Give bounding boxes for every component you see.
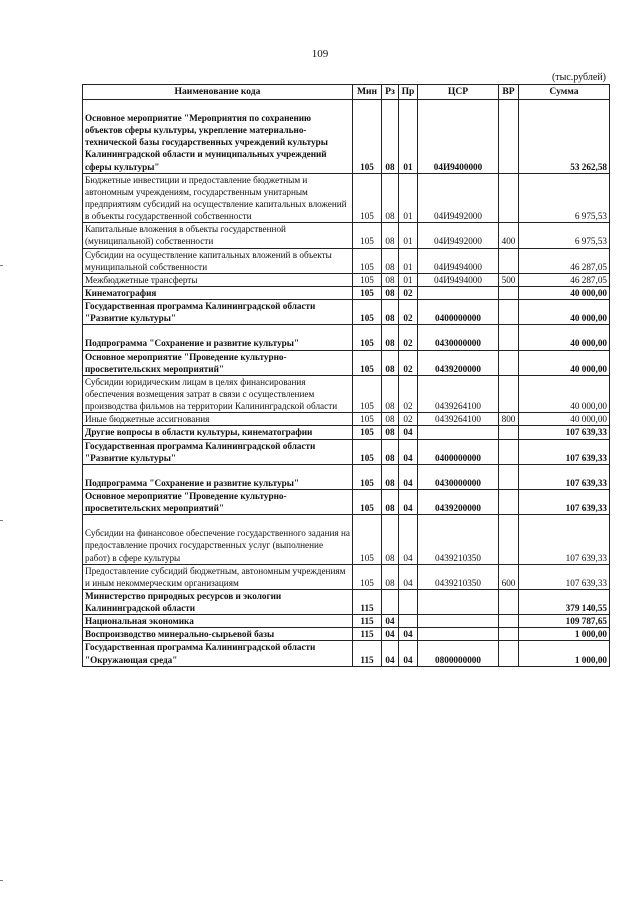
- cell-name: Основное мероприятие "Проведение культурно-просветительских мероприятий": [83, 350, 353, 375]
- cell-pr: 01: [399, 248, 418, 273]
- cell-min: 105: [353, 100, 382, 174]
- cell-sum: 107 639,33: [519, 439, 610, 464]
- cell-sum: 46 287,05: [519, 273, 610, 286]
- units-label: (тыс.рублей): [551, 72, 606, 83]
- cell-min: 105: [353, 439, 382, 464]
- cell-min: 115: [353, 589, 382, 614]
- cell-rz: 08: [382, 248, 399, 273]
- cell-csr: 04И9494000: [418, 248, 499, 273]
- cell-min: 105: [353, 413, 382, 426]
- cell-vr: [499, 641, 519, 666]
- cell-name: Подпрограмма "Сохранение и развитие культуры": [83, 464, 353, 489]
- cell-sum: 40 000,00: [519, 375, 610, 412]
- cell-rz: 08: [382, 515, 399, 564]
- table-header-row: [83, 85, 610, 100]
- cell-min: 105: [353, 350, 382, 375]
- cell-rz: 04: [382, 615, 399, 628]
- cell-name: Кинематография: [83, 286, 353, 299]
- cell-vr: 400: [499, 223, 519, 248]
- cell-rz: 08: [382, 464, 399, 489]
- cell-min: 105: [353, 375, 382, 412]
- cell-pr: 02: [399, 350, 418, 375]
- table-row: [83, 439, 610, 464]
- table-row: [83, 413, 610, 426]
- table-row: [83, 286, 610, 299]
- header-vr: ВР: [499, 85, 519, 100]
- cell-pr: 02: [399, 375, 418, 412]
- cell-vr: [499, 350, 519, 375]
- cell-vr: [499, 325, 519, 350]
- cell-pr: 04: [399, 439, 418, 464]
- cell-vr: [499, 100, 519, 174]
- cell-rz: 08: [382, 286, 399, 299]
- cell-pr: 04: [399, 426, 418, 439]
- budget-table: [82, 84, 610, 667]
- cell-csr: 0439264100: [418, 413, 499, 426]
- table-row: [83, 426, 610, 439]
- table-row: [83, 375, 610, 412]
- cell-name: Капитальные вложения в объекты государственной (муниципальной) собственности: [83, 223, 353, 248]
- cell-sum: 40 000,00: [519, 300, 610, 325]
- header-csr: ЦСР: [418, 85, 499, 100]
- table-row: [83, 248, 610, 273]
- cell-rz: 08: [382, 413, 399, 426]
- cell-sum: 40 000,00: [519, 325, 610, 350]
- cell-csr: 0400000000: [418, 300, 499, 325]
- cell-name: Основное мероприятие "Мероприятия по сохранению объектов сферы культуры, укрепление материально-технической базы государственных учреждений культуры Калининградской области и муниципальных учреждений сферы культуры": [83, 100, 353, 174]
- cell-csr: [418, 286, 499, 299]
- cell-min: 105: [353, 300, 382, 325]
- cell-csr: 0439200000: [418, 489, 499, 514]
- cell-csr: [418, 615, 499, 628]
- cell-csr: 0430000000: [418, 325, 499, 350]
- cell-name: Субсидии юридическим лицам в целях финансирования обеспечения возмещения затрат в связи с осуществлением производства фильмов на территории Калининградской области: [83, 375, 353, 412]
- cell-rz: 08: [382, 375, 399, 412]
- cell-vr: [499, 489, 519, 514]
- cell-csr: 0439210350: [418, 515, 499, 564]
- cell-name: Министерство природных ресурсов и экологии Калининградской области: [83, 589, 353, 614]
- cell-vr: [499, 439, 519, 464]
- cell-rz: 08: [382, 426, 399, 439]
- cell-min: 115: [353, 641, 382, 666]
- cell-pr: 02: [399, 286, 418, 299]
- cell-min: 115: [353, 628, 382, 641]
- cell-csr: 0439210350: [418, 564, 499, 589]
- cell-name: Иные бюджетные ассигнования: [83, 413, 353, 426]
- cell-sum: 46 287,05: [519, 248, 610, 273]
- cell-pr: 04: [399, 641, 418, 666]
- cell-vr: [499, 615, 519, 628]
- cell-sum: 6 975,53: [519, 223, 610, 248]
- table-row: [83, 350, 610, 375]
- cell-vr: 600: [499, 564, 519, 589]
- cell-csr: 0439264100: [418, 375, 499, 412]
- cell-name: Межбюджетные трансферты: [83, 273, 353, 286]
- cell-rz: 08: [382, 300, 399, 325]
- cell-rz: 08: [382, 173, 399, 223]
- header-pr: Пр: [399, 85, 418, 100]
- header-min: Мин: [353, 85, 382, 100]
- cell-rz: 08: [382, 223, 399, 248]
- cell-vr: [499, 464, 519, 489]
- cell-csr: 0400000000: [418, 439, 499, 464]
- cell-sum: 40 000,00: [519, 286, 610, 299]
- cell-pr: 04: [399, 464, 418, 489]
- cell-vr: [499, 426, 519, 439]
- cell-csr: 0430000000: [418, 464, 499, 489]
- cell-vr: [499, 628, 519, 641]
- cell-name: Субсидии на финансовое обеспечение государственного задания на предоставление прочих государственных услуг (выполнение работ) в сфере культуры: [83, 515, 353, 564]
- cell-pr: [399, 589, 418, 614]
- cell-sum: 53 262,58: [519, 100, 610, 174]
- table-row: [83, 564, 610, 589]
- cell-csr: 0439200000: [418, 350, 499, 375]
- cell-csr: [418, 426, 499, 439]
- cell-sum: 109 787,65: [519, 615, 610, 628]
- cell-pr: 01: [399, 223, 418, 248]
- cell-sum: 107 639,33: [519, 489, 610, 514]
- cell-rz: 04: [382, 628, 399, 641]
- cell-vr: [499, 300, 519, 325]
- cell-rz: 08: [382, 325, 399, 350]
- cell-min: 105: [353, 248, 382, 273]
- cell-name: Национальная экономика: [83, 615, 353, 628]
- cell-sum: 40 000,00: [519, 413, 610, 426]
- header-rz: Рз: [382, 85, 399, 100]
- cell-name: Государственная программа Калининградской области "Окружающая среда": [83, 641, 353, 666]
- cell-sum: 107 639,33: [519, 464, 610, 489]
- scan-edge-mark: [0, 520, 3, 521]
- cell-vr: [499, 589, 519, 614]
- cell-vr: [499, 286, 519, 299]
- cell-name: Основное мероприятие "Проведение культурно-просветительских мероприятий": [83, 489, 353, 514]
- cell-min: 105: [353, 325, 382, 350]
- cell-vr: [499, 515, 519, 564]
- cell-pr: 01: [399, 100, 418, 174]
- cell-pr: 01: [399, 173, 418, 223]
- table-row: [83, 100, 610, 174]
- cell-pr: 02: [399, 325, 418, 350]
- cell-min: 105: [353, 564, 382, 589]
- cell-min: 115: [353, 615, 382, 628]
- cell-name: Субсидии на осуществление капитальных вложений в объекты муниципальной собственности: [83, 248, 353, 273]
- cell-name: Государственная программа Калининградской области "Развитие культуры": [83, 300, 353, 325]
- cell-rz: 08: [382, 439, 399, 464]
- cell-pr: 04: [399, 489, 418, 514]
- cell-csr: [418, 628, 499, 641]
- header-name: Наименование кода: [83, 85, 353, 100]
- cell-name: Другие вопросы в области культуры, кинематографии: [83, 426, 353, 439]
- cell-csr: 04И9492000: [418, 173, 499, 223]
- cell-name: Бюджетные инвестиции и предоставление бюджетным и автономным учреждениям, государственным унитарным предприятиям субсидий на осуществление капитальных вложений в объекты государственной собственности: [83, 173, 353, 223]
- cell-pr: 01: [399, 273, 418, 286]
- cell-sum: 6 975,53: [519, 173, 610, 223]
- cell-pr: 02: [399, 300, 418, 325]
- cell-min: 105: [353, 464, 382, 489]
- cell-rz: 08: [382, 273, 399, 286]
- header-sum: Сумма: [519, 85, 610, 100]
- table-row: [83, 223, 610, 248]
- table-row: [83, 641, 610, 666]
- cell-pr: 04: [399, 628, 418, 641]
- cell-csr: 04И9494000: [418, 273, 499, 286]
- cell-name: Подпрограмма "Сохранение и развитие культуры": [83, 325, 353, 350]
- cell-rz: [382, 589, 399, 614]
- cell-min: 105: [353, 286, 382, 299]
- cell-name: Воспроизводство минерально-сырьевой базы: [83, 628, 353, 641]
- cell-csr: [418, 589, 499, 614]
- cell-pr: 04: [399, 515, 418, 564]
- table-row: [83, 464, 610, 489]
- cell-vr: [499, 173, 519, 223]
- table-row: [83, 515, 610, 564]
- cell-rz: 08: [382, 564, 399, 589]
- cell-name: Государственная программа Калининградской области "Развитие культуры": [83, 439, 353, 464]
- cell-sum: 107 639,33: [519, 426, 610, 439]
- table-row: [83, 628, 610, 641]
- cell-name: Предоставление субсидий бюджетным, автономным учреждениям и иным некоммерческим организациям: [83, 564, 353, 589]
- cell-rz: 08: [382, 350, 399, 375]
- table-row: [83, 589, 610, 614]
- cell-min: 105: [353, 223, 382, 248]
- cell-sum: 40 000,00: [519, 350, 610, 375]
- cell-vr: 800: [499, 413, 519, 426]
- cell-pr: 04: [399, 564, 418, 589]
- cell-min: 105: [353, 173, 382, 223]
- table-row: [83, 173, 610, 223]
- cell-pr: 02: [399, 413, 418, 426]
- cell-rz: 04: [382, 641, 399, 666]
- cell-pr: [399, 615, 418, 628]
- table-row: [83, 489, 610, 514]
- cell-vr: 500: [499, 273, 519, 286]
- page-number: 109: [311, 48, 329, 60]
- table-row: [83, 273, 610, 286]
- cell-min: 105: [353, 489, 382, 514]
- scan-edge-mark: [0, 265, 3, 266]
- cell-rz: 08: [382, 489, 399, 514]
- cell-csr: 04И9400000: [418, 100, 499, 174]
- cell-csr: 0800000000: [418, 641, 499, 666]
- cell-sum: 1 000,00: [519, 628, 610, 641]
- cell-sum: 379 140,55: [519, 589, 610, 614]
- cell-csr: 04И9492000: [418, 223, 499, 248]
- table-row: [83, 325, 610, 350]
- table-row: [83, 615, 610, 628]
- cell-rz: 08: [382, 100, 399, 174]
- cell-min: 105: [353, 273, 382, 286]
- cell-vr: [499, 248, 519, 273]
- cell-sum: 107 639,33: [519, 515, 610, 564]
- scan-edge-mark: [0, 880, 3, 881]
- cell-vr: [499, 375, 519, 412]
- table-row: [83, 300, 610, 325]
- cell-sum: 107 639,33: [519, 564, 610, 589]
- cell-sum: 1 000,00: [519, 641, 610, 666]
- cell-min: 105: [353, 426, 382, 439]
- cell-min: 105: [353, 515, 382, 564]
